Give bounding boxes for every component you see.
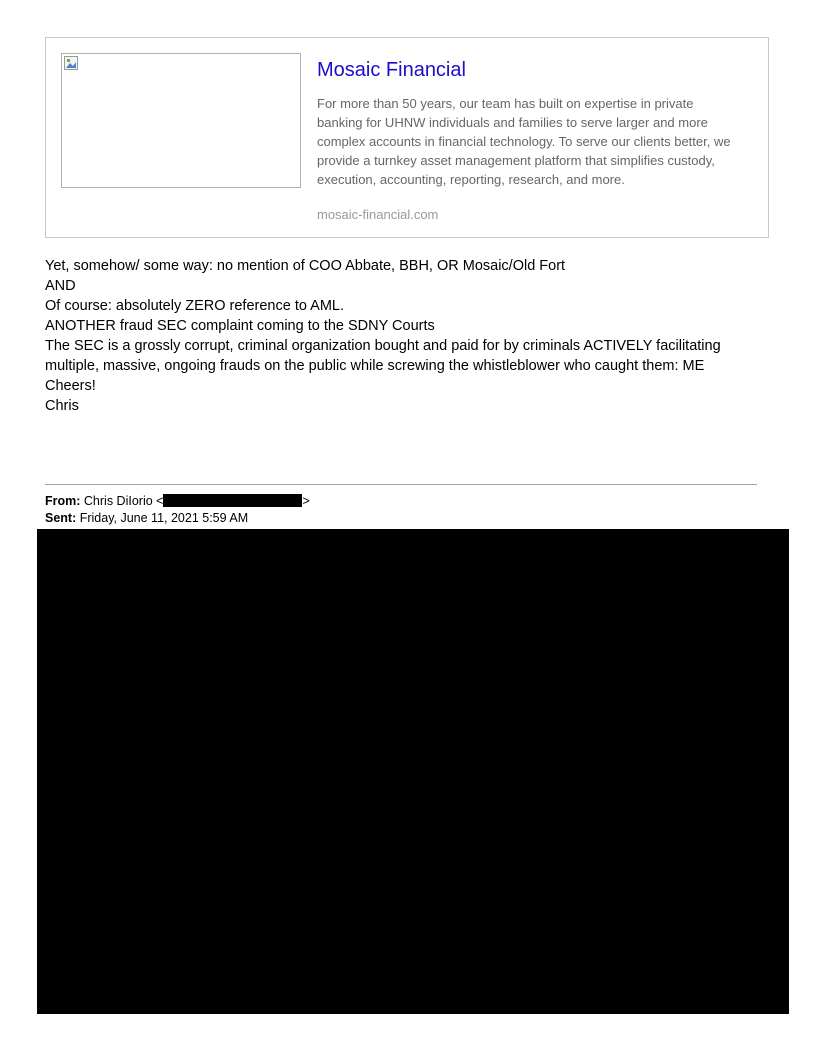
from-close: >: [302, 494, 310, 508]
email-header: [45, 493, 310, 527]
preview-title[interactable]: Mosaic Financial: [317, 59, 466, 81]
body-line: Yet, somehow/ some way: no mention of COO Abbate, BBH, OR Mosaic/Old Fort: [45, 258, 566, 274]
sent-value: Friday, June 11, 2021 5:59 AM: [79, 511, 249, 525]
preview-description: For more than 50 years, our team has built on expertise in private banking for UHNW individuals and families to serve larger and more complex accounts in financial technology. To serve our clients better, we provide a turnkey asset management platform that simplifies custody, execution, accounting, reporting, research, and more.: [317, 96, 731, 187]
body-line: Of course: absolutely ZERO reference to AML.: [45, 298, 344, 314]
from-line: [45, 493, 310, 510]
redacted-block: [37, 529, 789, 1014]
link-preview-card[interactable]: [45, 37, 769, 238]
from-name: Chris DiIorio <: [83, 494, 164, 508]
sent-label: Sent:: [45, 511, 77, 525]
preview-thumbnail[interactable]: [61, 53, 301, 188]
body-line: ANOTHER fraud SEC complaint coming to the SDNY Courts: [45, 318, 435, 334]
signature: Chris: [45, 398, 79, 414]
message-body: [45, 256, 765, 416]
sent-line: [45, 510, 310, 527]
divider: [45, 484, 757, 485]
from-label: From:: [45, 494, 81, 508]
preview-url[interactable]: mosaic-financial.com: [317, 207, 439, 222]
body-line: AND: [45, 278, 76, 294]
body-line: The SEC is a grossly corrupt, criminal organization bought and paid for by criminals ACTIVELY facilitating multiple, massive, ongoing frauds on the public while screwing the whistleblower who caught them: ME: [45, 338, 721, 374]
body-line: Cheers!: [45, 378, 96, 394]
broken-image-icon: [64, 56, 78, 70]
redacted-email-address: [163, 494, 302, 507]
